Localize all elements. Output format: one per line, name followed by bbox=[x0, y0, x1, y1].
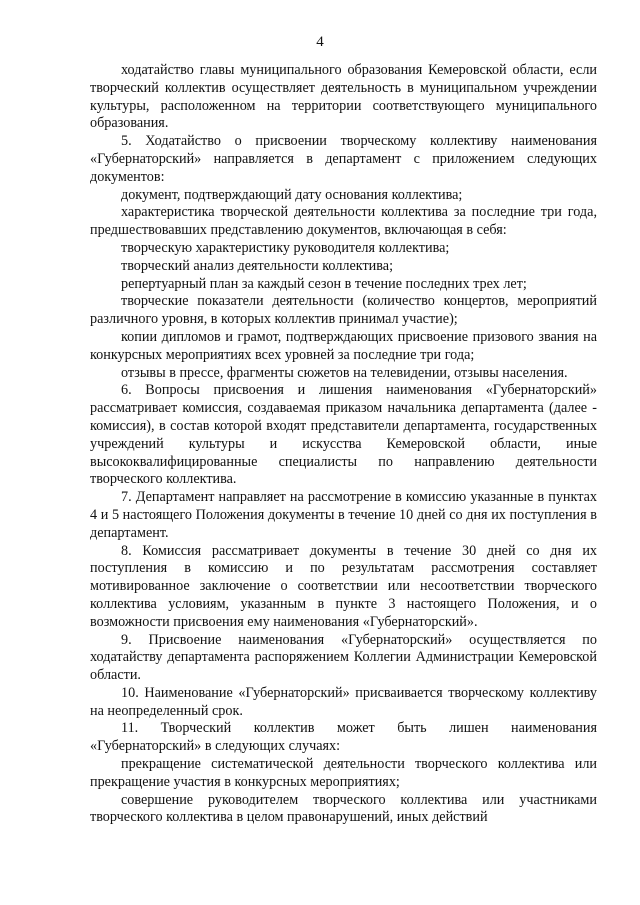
paragraph: репертуарный план за каждый сезон в течение последних трех лет; bbox=[121, 275, 527, 292]
page-number: 4 bbox=[316, 34, 324, 50]
paragraph: 10. Наименование «Губернаторский» присваивается творческому коллективу на неопределенный срок. bbox=[90, 684, 597, 719]
paragraph: копии дипломов и грамот, подтверждающих присвоение призового звания на конкурсных мероприятиях всех уровней за последние три года; bbox=[90, 328, 597, 363]
paragraph: ходатайство главы муниципального образования Кемеровской области, если творческий коллектив осуществляет деятельность в муниципальном учреждении культуры, расположенном на территории соответствующего муниципального образования. bbox=[90, 62, 597, 132]
paragraph: отзывы в прессе, фрагменты сюжетов на телевидении, отзывы населения. bbox=[121, 364, 568, 381]
paragraph: 7. Департамент направляет на рассмотрение в комиссию указанные в пунктах 4 и 5 настоящего Положения документы в течение 10 дней со дня их поступления в департамент. bbox=[90, 489, 597, 541]
paragraph: 6. Вопросы присвоения и лишения наименования «Губернаторский» рассматривает комиссия, создаваемая приказом начальника департамента (далее - комиссия), в состав которой входят представители департамента, государственных учреждений культуры и искусства Кемеровской области, иные высококвалифицированные специалисты по направлению деятельности творческого коллектива. bbox=[90, 382, 597, 488]
paragraph: творческий анализ деятельности коллектива; bbox=[121, 257, 394, 274]
paragraph: творческие показатели деятельности (количество концертов, мероприятий различного уровня, в которых коллектив принимал участие); bbox=[90, 293, 597, 328]
paragraph: 5. Ходатайство о присвоении творческому коллективу наименования «Губернаторский» направляется в департамент с приложением следующих документов: bbox=[90, 133, 597, 185]
paragraph: совершение руководителем творческого коллектива или участниками творческого коллектива в целом правонарушений, иных действий bbox=[90, 791, 597, 826]
document-body bbox=[90, 62, 597, 827]
paragraph: 8. Комиссия рассматривает документы в течение 30 дней со дня их поступления в комиссию и по результатам рассмотрения составляет мотивированное заключение о соответствии или несоответствии творческого коллектива условиям, указанным в пункте 3 настоящего Положения, и о возможности присвоения ему наименования «Губернаторский». bbox=[90, 542, 597, 630]
paragraph: творческую характеристику руководителя коллектива; bbox=[121, 239, 450, 256]
paragraph: 11. Творческий коллектив может быть лишен наименования «Губернаторский» в следующих случаях: bbox=[90, 720, 597, 755]
paragraph: документ, подтверждающий дату основания коллектива; bbox=[121, 186, 463, 203]
paragraph: 9. Присвоение наименования «Губернаторский» осуществляется по ходатайству департамента распоряжением Коллегии Администрации Кемеровской области. bbox=[90, 631, 597, 684]
paragraph: прекращение систематической деятельности творческого коллектива или прекращение участия в конкурсных мероприятиях; bbox=[90, 756, 597, 790]
paragraph: характеристика творческой деятельности коллектива за последние три года, предшествовавших представлению документов, включающая в себя: bbox=[90, 204, 597, 239]
